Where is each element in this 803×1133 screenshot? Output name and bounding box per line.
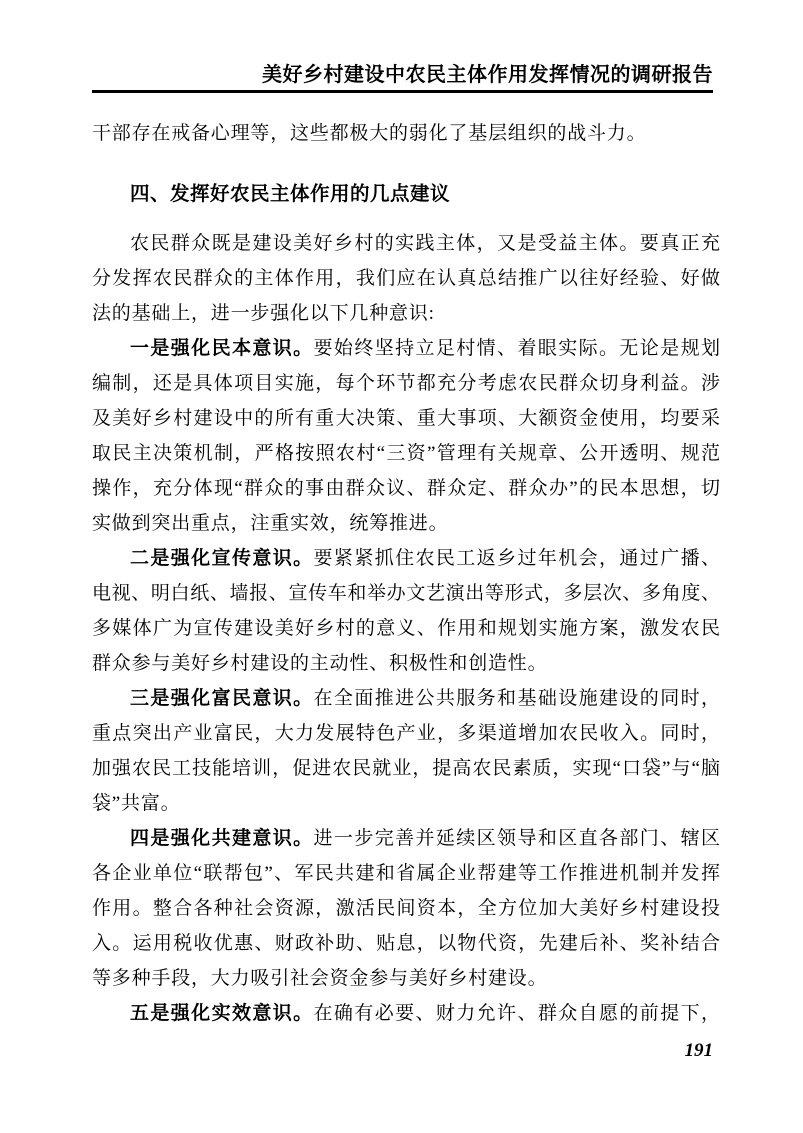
point-lead: 一是强化民本意识。 xyxy=(130,338,314,359)
running-header xyxy=(92,62,713,93)
point-lead: 五是强化实效意识。 xyxy=(130,1003,314,1024)
point-lead: 四是强化共建意识。 xyxy=(130,828,314,849)
paragraph-line: 编制，还是具体项目实施，每个环节都充分考虑农民群众切身利益。涉 xyxy=(92,373,720,394)
section-heading: 四、发挥好农民主体作用的几点建议 xyxy=(130,184,451,205)
paragraph-line xyxy=(92,821,720,856)
paragraph-line: 各企业单位“联帮包”、军民共建和省属企业帮建等工作推进机制并发挥 xyxy=(92,863,720,884)
point-lead: 三是强化富民意识。 xyxy=(130,688,314,709)
paragraph-line: 加强农民工技能培训，促进农民就业，提高农民素质，实现“口袋”与“脑 xyxy=(92,758,720,779)
paragraph-line xyxy=(92,996,720,1031)
paragraph-line: 袋”共富。 xyxy=(92,793,181,814)
paragraph-line: 分发挥农民群众的主体作用，我们应在认真总结推广以往好经验、好做 xyxy=(92,268,720,289)
paragraph-line: 入。运用税收优惠、财政补助、贴息，以物代资，先建后补、奖补结合 xyxy=(92,933,720,954)
paragraph-line: 农民群众既是建设美好乡村的实践主体，又是受益主体。要真正充 xyxy=(130,233,720,254)
point-text: 要紧紧抓住农民工返乡过年机会，通过广播、 xyxy=(313,548,720,569)
paragraph-line: 多媒体广为宣传建设美好乡村的意义、作用和规划实施方案，激发农民 xyxy=(92,618,720,639)
paragraph-line xyxy=(92,681,720,716)
document-body xyxy=(92,116,720,1031)
paragraph-line: 群众参与美好乡村建设的主动性、积极性和创造性。 xyxy=(92,653,548,674)
paragraph-line: 法的基础上，进一步强化以下几种意识: xyxy=(92,303,435,324)
point-text: 在确有必要、财力允许、群众自愿的前提下， xyxy=(313,1003,720,1024)
paragraph-line xyxy=(92,541,720,576)
paragraph-line: 及美好乡村建设中的所有重大决策、重大事项、大额资金使用，均要采 xyxy=(92,408,720,429)
paragraph-line: 取民主决策机制，严格按照农村“三资”管理有关规章、公开透明、规范 xyxy=(92,443,720,464)
page-number: 191 xyxy=(684,1040,713,1061)
paragraph-line: 实做到突出重点，注重实效，统筹推进。 xyxy=(92,513,449,534)
point-text: 在全面推进公共服务和基础设施建设的同时， xyxy=(313,688,720,709)
point-text: 要始终坚持立足村情、着眼实际。无论是规划 xyxy=(313,338,720,359)
header-rule xyxy=(92,90,713,93)
point-lead: 二是强化宣传意识。 xyxy=(130,548,314,569)
header-title: 美好乡村建设中农民主体作用发挥情况的调研报告 xyxy=(262,64,713,86)
paragraph-line: 作用。整合各种社会资源，激活民间资本，全方位加大美好乡村建设投 xyxy=(92,898,720,919)
paragraph-line: 操作，充分体现“群众的事由群众议、群众定、群众办”的民本思想，切 xyxy=(92,478,720,499)
paragraph-line: 电视、明白纸、墙报、宣传车和举办文艺演出等形式，多层次、多角度、 xyxy=(92,583,720,604)
carryover-paragraph-line: 干部存在戒备心理等，这些都极大的弱化了基层组织的战斗力。 xyxy=(92,123,647,144)
paragraph-line: 重点突出产业富民，大力发展特色产业，多渠道增加农民收入。同时， xyxy=(92,723,720,744)
paragraph-line xyxy=(92,331,720,366)
paragraph-line: 等多种手段，大力吸引社会资金参与美好乡村建设。 xyxy=(92,968,548,989)
point-text: 进一步完善并延续区领导和区直各部门、辖区 xyxy=(313,828,720,849)
